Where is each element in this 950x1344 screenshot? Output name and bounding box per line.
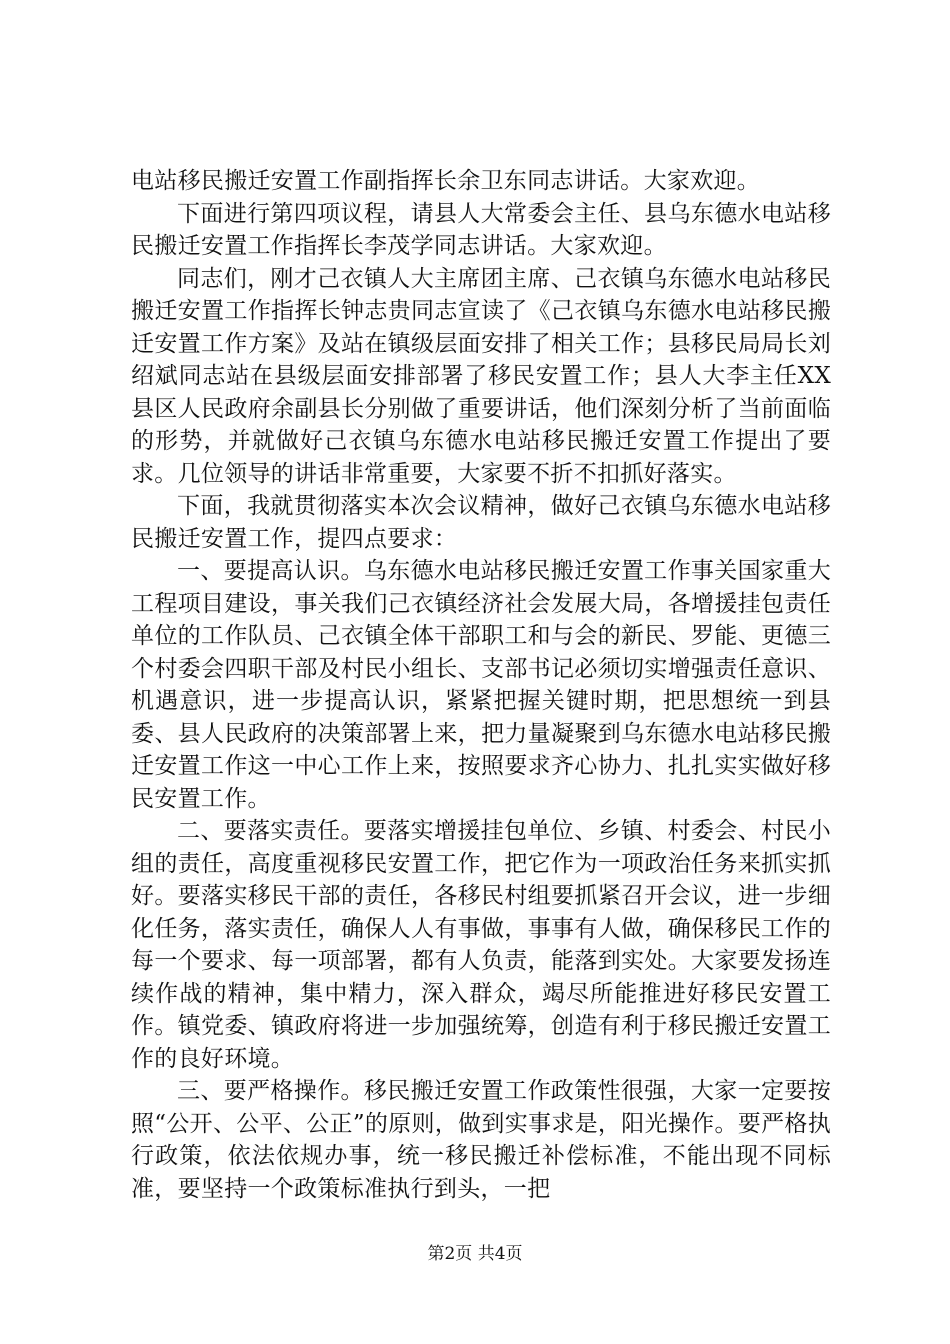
- paragraph-summary: 同志们，刚才己衣镇人大主席团主席、己衣镇乌东德水电站移民搬迁安置工作指挥长钟志贵同志宣读了《己衣镇乌东德水电站移民搬迁安置工作方案》及站在镇级层面安排了相关工作；县移民局局长刘绍斌同志站在县级层面安排部署了移民安置工作；县人大李主任XX县区人民政府余副县长分别做了重要讲话，他们深刻分析了当前面临的形势，并就做好己衣镇乌东德水电站移民搬迁安置工作提出了要求。几位领导的讲话非常重要，大家要不折不扣抓好落实。: [131, 265, 831, 487]
- paragraph-requirement-two: 二、要落实责任。要落实增援挂包单位、乡镇、村委会、村民小组的责任，高度重视移民安置工作，把它作为一项政治任务来抓实抓好。要落实移民干部的责任，各移民村组要抓紧召开会议，进一步细化任务，落实责任，确保人人有事做，事事有人做，确保移民工作的每一个要求、每一项部署，都有人负责，能落到实处。大家要发扬连续作战的精神，集中精力，深入群众，竭尽所能推进好移民安置工作。镇党委、镇政府将进一步加强统筹，创造有利于移民搬迁安置工作的良好环境。: [131, 818, 831, 1072]
- page-number-footer: 第2页 共4页: [427, 1244, 523, 1264]
- paragraph-requirement-three: 三、要严格操作。移民搬迁安置工作政策性很强，大家一定要按照“公开、公平、公正”的原则，做到实事求是，阳光操作。要严格执行政策，依法依规办事，统一移民搬迁补偿标准，不能出现不同标准，要坚持一个政策标准执行到头，一把: [131, 1078, 831, 1202]
- paragraph-continuation: 电站移民搬迁安置工作副指挥长余卫东同志讲话。大家欢迎。: [131, 168, 761, 194]
- paragraph-requirements-intro: 下面，我就贯彻落实本次会议精神，做好己衣镇乌东德水电站移民搬迁安置工作，提四点要求：: [131, 493, 831, 552]
- paragraph-agenda-item-four: 下面进行第四项议程，请县人大常委会主任、县乌东德水电站移民搬迁安置工作指挥长李茂学同志讲话。大家欢迎。: [131, 200, 831, 259]
- paragraph-requirement-one: 一、要提高认识。乌东德水电站移民搬迁安置工作事关国家重大工程项目建设，事关我们己衣镇经济社会发展大局，各增援挂包责任单位的工作队员、己衣镇全体干部职工和与会的新民、罗能、更德三个村委会四职干部及村民小组长、支部书记必须切实增强责任意识、机遇意识，进一步提高认识，紧紧把握关键时期，把思想统一到县委、县人民政府的决策部署上来，把力量凝聚到乌东德水电站移民搬迁安置工作这一中心工作上来，按照要求齐心协力、扎扎实实做好移民安置工作。: [131, 558, 831, 812]
- document-body: [131, 165, 831, 1205]
